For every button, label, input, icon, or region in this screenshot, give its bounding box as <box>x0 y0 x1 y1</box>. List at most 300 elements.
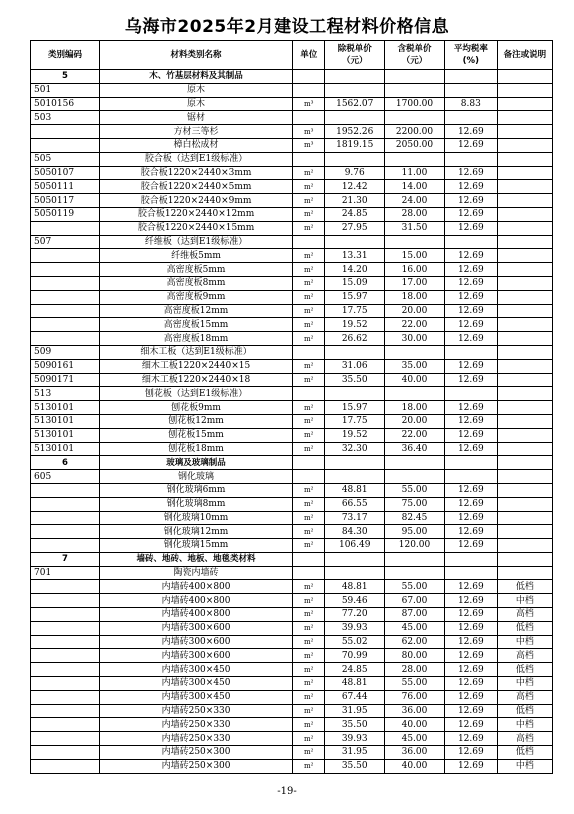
item-tax-rate: 8.83 <box>444 97 497 111</box>
item-note <box>497 414 552 428</box>
table-row <box>31 194 553 208</box>
item-unit: m² <box>293 401 325 415</box>
item-unit: m² <box>293 539 325 553</box>
item-code <box>31 276 100 290</box>
item-code: 5 <box>31 70 100 84</box>
item-unit <box>293 387 325 401</box>
item-code: 5130101 <box>31 401 100 415</box>
item-price-inc-tax: 18.00 <box>385 401 445 415</box>
item-price-inc-tax: 75.00 <box>385 497 445 511</box>
item-unit <box>293 70 325 84</box>
item-tax-rate: 12.69 <box>444 621 497 635</box>
item-note: 高档 <box>497 732 552 746</box>
item-tax-rate: 12.69 <box>444 221 497 235</box>
item-name: 钢化玻璃15mm <box>99 539 292 553</box>
item-name: 胶合板1220×2440×5mm <box>99 180 292 194</box>
item-price-ex-tax: 15.97 <box>325 401 385 415</box>
item-code <box>31 304 100 318</box>
item-tax-rate: 12.69 <box>444 718 497 732</box>
item-price-ex-tax <box>325 566 385 580</box>
item-note <box>497 70 552 84</box>
item-note <box>497 359 552 373</box>
item-unit: m² <box>293 442 325 456</box>
item-price-ex-tax <box>325 235 385 249</box>
item-note: 高档 <box>497 690 552 704</box>
table-row <box>31 235 553 249</box>
item-note: 中档 <box>497 635 552 649</box>
section-row <box>31 70 553 84</box>
item-name: 原木 <box>99 83 292 97</box>
table-row <box>31 511 553 525</box>
item-note <box>497 483 552 497</box>
table-row <box>31 566 553 580</box>
item-unit <box>293 470 325 484</box>
item-unit: m² <box>293 718 325 732</box>
item-name: 内墙砖300×450 <box>99 677 292 691</box>
item-tax-rate <box>444 456 497 470</box>
table-row <box>31 470 553 484</box>
item-code: 5090171 <box>31 373 100 387</box>
item-code <box>31 621 100 635</box>
item-price-inc-tax: 40.00 <box>385 718 445 732</box>
item-tax-rate: 12.69 <box>444 690 497 704</box>
item-unit: m² <box>293 207 325 221</box>
item-tax-rate <box>444 470 497 484</box>
table-row <box>31 207 553 221</box>
item-tax-rate <box>444 111 497 125</box>
item-code <box>31 483 100 497</box>
item-unit: m² <box>293 180 325 194</box>
item-price-ex-tax: 15.97 <box>325 290 385 304</box>
table-row <box>31 249 553 263</box>
item-tax-rate <box>444 152 497 166</box>
item-note <box>497 387 552 401</box>
item-tax-rate <box>444 345 497 359</box>
item-note: 高档 <box>497 649 552 663</box>
item-price-inc-tax: 95.00 <box>385 525 445 539</box>
item-name: 高密度板15mm <box>99 318 292 332</box>
item-price-ex-tax <box>325 552 385 566</box>
item-name: 刨花板12mm <box>99 414 292 428</box>
item-name: 墙砖、地砖、地板、地毯类材料 <box>99 552 292 566</box>
item-name: 樟白松成材 <box>99 138 292 152</box>
item-price-ex-tax: 55.02 <box>325 635 385 649</box>
item-code: 7 <box>31 552 100 566</box>
item-note <box>497 566 552 580</box>
item-unit: m² <box>293 304 325 318</box>
item-price-inc-tax <box>385 387 445 401</box>
item-code: 5050111 <box>31 180 100 194</box>
item-name: 高密度板8mm <box>99 276 292 290</box>
item-price-inc-tax: 2050.00 <box>385 138 445 152</box>
item-code <box>31 732 100 746</box>
item-code <box>31 649 100 663</box>
table-row <box>31 263 553 277</box>
item-price-inc-tax: 35.00 <box>385 359 445 373</box>
item-name: 锯材 <box>99 111 292 125</box>
item-tax-rate: 12.69 <box>444 442 497 456</box>
section-row <box>31 552 553 566</box>
item-price-inc-tax: 40.00 <box>385 373 445 387</box>
item-price-inc-tax: 45.00 <box>385 732 445 746</box>
item-code <box>31 138 100 152</box>
table-row <box>31 677 553 691</box>
item-name: 胶合板1220×2440×9mm <box>99 194 292 208</box>
item-unit: m² <box>293 332 325 346</box>
table-row <box>31 442 553 456</box>
header-name: 材料类别名称 <box>99 41 292 70</box>
table-row <box>31 732 553 746</box>
item-price-inc-tax <box>385 345 445 359</box>
item-price-ex-tax: 14.20 <box>325 263 385 277</box>
item-note <box>497 249 552 263</box>
item-code <box>31 332 100 346</box>
item-price-ex-tax: 84.30 <box>325 525 385 539</box>
item-price-ex-tax: 31.95 <box>325 746 385 760</box>
item-unit: m² <box>293 194 325 208</box>
item-tax-rate: 12.69 <box>444 428 497 442</box>
table-row <box>31 180 553 194</box>
item-price-ex-tax: 48.81 <box>325 677 385 691</box>
item-unit: m² <box>293 759 325 773</box>
item-unit: m² <box>293 276 325 290</box>
item-price-inc-tax: 45.00 <box>385 621 445 635</box>
item-tax-rate: 12.69 <box>444 525 497 539</box>
item-tax-rate: 12.69 <box>444 608 497 622</box>
item-tax-rate: 12.69 <box>444 663 497 677</box>
item-note <box>497 290 552 304</box>
item-name: 胶合板（达到E1级标准） <box>99 152 292 166</box>
item-name: 钢化玻璃6mm <box>99 483 292 497</box>
item-name: 内墙砖250×300 <box>99 746 292 760</box>
item-note <box>497 470 552 484</box>
item-price-ex-tax: 15.09 <box>325 276 385 290</box>
item-unit: m² <box>293 483 325 497</box>
item-unit <box>293 566 325 580</box>
table-row <box>31 97 553 111</box>
item-name: 纤维板（达到E1级标准） <box>99 235 292 249</box>
item-price-inc-tax <box>385 552 445 566</box>
item-price-inc-tax: 15.00 <box>385 249 445 263</box>
item-name: 方材三等杉 <box>99 125 292 139</box>
item-price-ex-tax: 19.52 <box>325 428 385 442</box>
item-code <box>31 663 100 677</box>
item-code: 507 <box>31 235 100 249</box>
item-tax-rate: 12.69 <box>444 580 497 594</box>
table-row <box>31 276 553 290</box>
table-row <box>31 318 553 332</box>
table-row <box>31 359 553 373</box>
item-note <box>497 428 552 442</box>
item-note: 低档 <box>497 621 552 635</box>
item-unit: m² <box>293 649 325 663</box>
item-price-ex-tax: 35.50 <box>325 759 385 773</box>
item-unit: m² <box>293 621 325 635</box>
item-unit: m² <box>293 663 325 677</box>
item-price-ex-tax <box>325 456 385 470</box>
item-price-ex-tax: 24.85 <box>325 207 385 221</box>
item-tax-rate <box>444 387 497 401</box>
item-tax-rate: 12.69 <box>444 511 497 525</box>
item-note: 低档 <box>497 704 552 718</box>
item-price-inc-tax: 28.00 <box>385 207 445 221</box>
item-code <box>31 690 100 704</box>
item-code: 6 <box>31 456 100 470</box>
item-code: 505 <box>31 152 100 166</box>
header-unit: 单位 <box>293 41 325 70</box>
table-row <box>31 704 553 718</box>
item-price-inc-tax: 18.00 <box>385 290 445 304</box>
item-name: 内墙砖250×330 <box>99 704 292 718</box>
table-row <box>31 152 553 166</box>
table-row <box>31 166 553 180</box>
item-price-inc-tax: 20.00 <box>385 304 445 318</box>
page-title: 乌海市2025年2月建设工程材料价格信息 <box>124 17 450 37</box>
item-tax-rate: 12.69 <box>444 249 497 263</box>
item-tax-rate: 12.69 <box>444 732 497 746</box>
item-tax-rate: 12.69 <box>444 359 497 373</box>
item-code <box>31 318 100 332</box>
item-name: 内墙砖300×450 <box>99 663 292 677</box>
item-tax-rate: 12.69 <box>444 649 497 663</box>
item-price-ex-tax: 12.42 <box>325 180 385 194</box>
item-price-inc-tax: 80.00 <box>385 649 445 663</box>
table-body <box>31 70 553 774</box>
item-note: 中档 <box>497 594 552 608</box>
item-code: 5090161 <box>31 359 100 373</box>
item-code: 5010156 <box>31 97 100 111</box>
item-name: 内墙砖250×300 <box>99 759 292 773</box>
item-price-inc-tax: 31.50 <box>385 221 445 235</box>
item-tax-rate: 12.69 <box>444 332 497 346</box>
item-unit: m² <box>293 704 325 718</box>
header-price-inc-tax: 含税单价 （元） <box>385 41 445 70</box>
item-unit: m² <box>293 166 325 180</box>
header-price-ex-tax: 除税单价 （元） <box>325 41 385 70</box>
item-price-inc-tax: 36.00 <box>385 746 445 760</box>
item-price-ex-tax: 48.81 <box>325 580 385 594</box>
table-row <box>31 401 553 415</box>
item-price-inc-tax: 120.00 <box>385 539 445 553</box>
table-row <box>31 663 553 677</box>
item-note <box>497 552 552 566</box>
item-price-ex-tax: 24.85 <box>325 663 385 677</box>
table-row <box>31 483 553 497</box>
item-note <box>497 318 552 332</box>
table-row <box>31 746 553 760</box>
item-price-ex-tax <box>325 470 385 484</box>
item-price-ex-tax: 31.06 <box>325 359 385 373</box>
item-code: 605 <box>31 470 100 484</box>
item-note <box>497 194 552 208</box>
item-price-ex-tax: 39.93 <box>325 732 385 746</box>
item-note <box>497 511 552 525</box>
item-tax-rate: 12.69 <box>444 759 497 773</box>
item-note: 低档 <box>497 580 552 594</box>
section-row <box>31 456 553 470</box>
item-name: 钢化玻璃 <box>99 470 292 484</box>
item-price-inc-tax <box>385 83 445 97</box>
item-price-inc-tax: 40.00 <box>385 759 445 773</box>
item-name: 胶合板1220×2440×3mm <box>99 166 292 180</box>
item-unit: m² <box>293 511 325 525</box>
item-unit <box>293 456 325 470</box>
item-unit: m³ <box>293 97 325 111</box>
item-note <box>497 152 552 166</box>
item-code: 5050119 <box>31 207 100 221</box>
item-price-ex-tax: 59.46 <box>325 594 385 608</box>
item-tax-rate: 12.69 <box>444 401 497 415</box>
item-unit: m² <box>293 690 325 704</box>
item-code <box>31 608 100 622</box>
table-row <box>31 290 553 304</box>
item-note <box>497 442 552 456</box>
item-unit: m² <box>293 635 325 649</box>
item-price-ex-tax: 26.62 <box>325 332 385 346</box>
item-name: 内墙砖250×330 <box>99 732 292 746</box>
item-code: 701 <box>31 566 100 580</box>
item-tax-rate <box>444 70 497 84</box>
item-note <box>497 304 552 318</box>
item-code <box>31 497 100 511</box>
item-unit <box>293 111 325 125</box>
item-name: 高密度板18mm <box>99 332 292 346</box>
item-name: 纤维板5mm <box>99 249 292 263</box>
item-name: 内墙砖250×330 <box>99 718 292 732</box>
item-price-ex-tax <box>325 345 385 359</box>
item-tax-rate: 12.69 <box>444 373 497 387</box>
item-note <box>497 276 552 290</box>
item-unit: m² <box>293 608 325 622</box>
item-code <box>31 249 100 263</box>
item-price-ex-tax: 19.52 <box>325 318 385 332</box>
table-row <box>31 345 553 359</box>
table-row <box>31 718 553 732</box>
item-price-ex-tax: 13.31 <box>325 249 385 263</box>
item-price-inc-tax: 76.00 <box>385 690 445 704</box>
item-price-inc-tax: 82.45 <box>385 511 445 525</box>
table-row <box>31 621 553 635</box>
item-note <box>497 166 552 180</box>
header-tax-rate: 平均税率 (%) <box>444 41 497 70</box>
item-name: 内墙砖300×450 <box>99 690 292 704</box>
table-row <box>31 525 553 539</box>
item-price-ex-tax: 73.17 <box>325 511 385 525</box>
item-unit: m² <box>293 359 325 373</box>
item-price-inc-tax <box>385 152 445 166</box>
item-unit: m² <box>293 414 325 428</box>
item-code <box>31 580 100 594</box>
item-name: 胶合板1220×2440×15mm <box>99 221 292 235</box>
item-price-inc-tax <box>385 456 445 470</box>
item-price-inc-tax: 28.00 <box>385 663 445 677</box>
item-price-inc-tax: 87.00 <box>385 608 445 622</box>
item-note <box>497 263 552 277</box>
item-code <box>31 677 100 691</box>
item-name: 内墙砖400×800 <box>99 594 292 608</box>
table-row <box>31 373 553 387</box>
item-name: 钢化玻璃12mm <box>99 525 292 539</box>
item-note <box>497 373 552 387</box>
item-name: 内墙砖400×800 <box>99 580 292 594</box>
item-name: 高密度板12mm <box>99 304 292 318</box>
table-row <box>31 690 553 704</box>
item-price-inc-tax <box>385 470 445 484</box>
item-code <box>31 125 100 139</box>
item-price-inc-tax: 22.00 <box>385 318 445 332</box>
item-code <box>31 539 100 553</box>
item-unit: m² <box>293 249 325 263</box>
item-price-ex-tax: 9.76 <box>325 166 385 180</box>
item-note <box>497 180 552 194</box>
item-note <box>497 235 552 249</box>
item-name: 刨花板15mm <box>99 428 292 442</box>
item-note <box>497 111 552 125</box>
item-note <box>497 332 552 346</box>
item-tax-rate: 12.69 <box>444 194 497 208</box>
item-price-ex-tax <box>325 70 385 84</box>
item-unit: m² <box>293 373 325 387</box>
item-code <box>31 759 100 773</box>
item-tax-rate <box>444 235 497 249</box>
item-unit <box>293 152 325 166</box>
table-row <box>31 83 553 97</box>
item-tax-rate <box>444 83 497 97</box>
item-price-inc-tax: 14.00 <box>385 180 445 194</box>
item-price-ex-tax: 77.20 <box>325 608 385 622</box>
item-price-ex-tax: 66.55 <box>325 497 385 511</box>
item-price-inc-tax <box>385 235 445 249</box>
table-header-row <box>31 41 553 70</box>
item-price-inc-tax: 55.00 <box>385 677 445 691</box>
item-unit: m² <box>293 580 325 594</box>
item-price-ex-tax: 39.93 <box>325 621 385 635</box>
item-tax-rate: 12.69 <box>444 635 497 649</box>
item-price-inc-tax: 16.00 <box>385 263 445 277</box>
table-row <box>31 649 553 663</box>
item-price-inc-tax: 67.00 <box>385 594 445 608</box>
item-name: 钢化玻璃8mm <box>99 497 292 511</box>
item-tax-rate: 12.69 <box>444 539 497 553</box>
item-tax-rate: 12.69 <box>444 497 497 511</box>
item-price-ex-tax: 48.81 <box>325 483 385 497</box>
item-unit: m² <box>293 525 325 539</box>
item-tax-rate: 12.69 <box>444 677 497 691</box>
item-price-ex-tax: 17.75 <box>325 304 385 318</box>
item-code: 5130101 <box>31 414 100 428</box>
item-name: 木、竹基层材料及其制品 <box>99 70 292 84</box>
item-tax-rate: 12.69 <box>444 276 497 290</box>
item-unit: m² <box>293 677 325 691</box>
item-tax-rate: 12.69 <box>444 180 497 194</box>
item-note <box>497 221 552 235</box>
page-number: -19- <box>277 786 297 797</box>
item-note <box>497 539 552 553</box>
item-price-ex-tax: 1952.26 <box>325 125 385 139</box>
item-code: 503 <box>31 111 100 125</box>
item-code: 5130101 <box>31 428 100 442</box>
header-note: 备注或说明 <box>497 41 552 70</box>
item-unit: m² <box>293 221 325 235</box>
table-row <box>31 125 553 139</box>
item-code: 501 <box>31 83 100 97</box>
item-code: 5130101 <box>31 442 100 456</box>
item-name: 细木工板1220×2440×15 <box>99 359 292 373</box>
item-price-inc-tax: 55.00 <box>385 483 445 497</box>
table-row <box>31 428 553 442</box>
item-price-ex-tax: 1819.15 <box>325 138 385 152</box>
item-unit: m² <box>293 594 325 608</box>
